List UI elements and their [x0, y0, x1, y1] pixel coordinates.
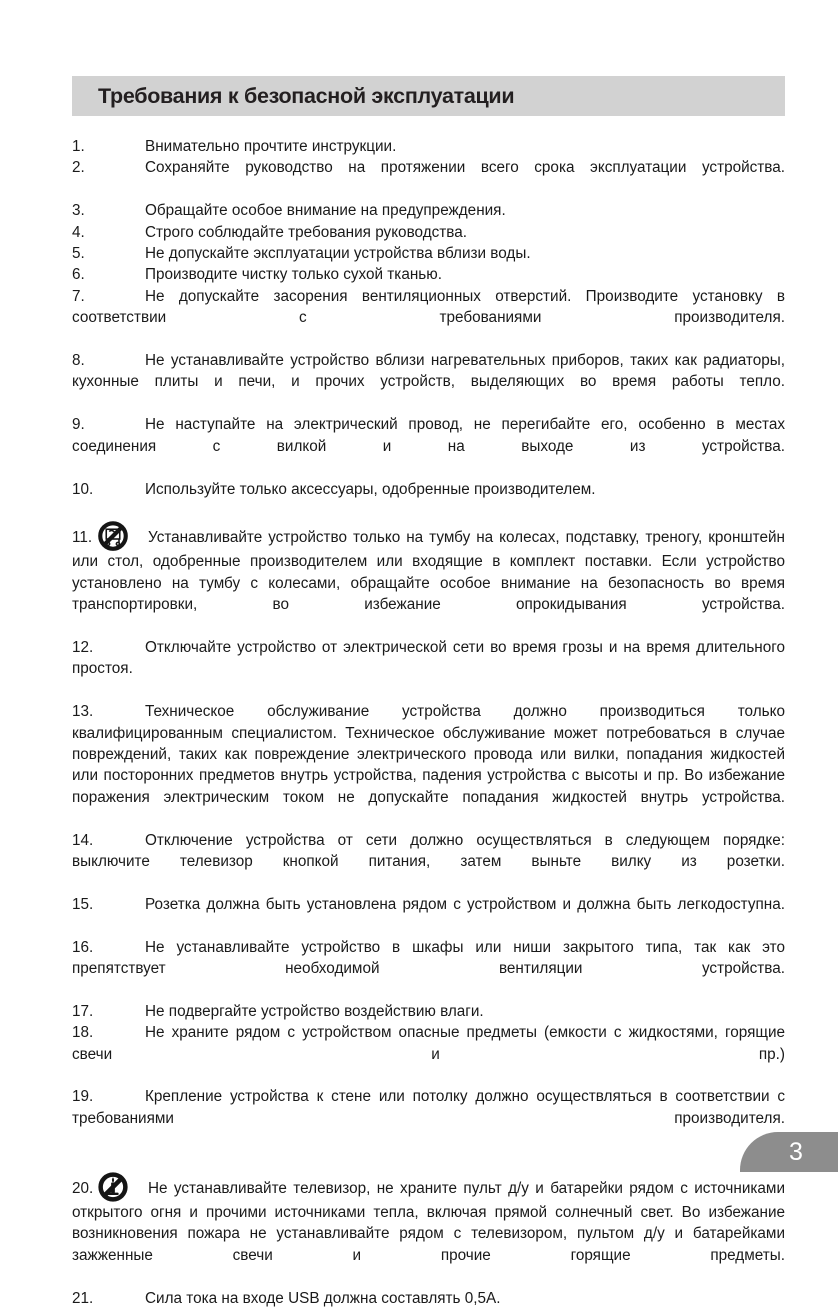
paragraph-spacer: [72, 500, 785, 521]
instruction-item: [72, 830, 785, 894]
instruction-item: [72, 894, 785, 937]
instruction-item: [72, 1001, 785, 1022]
instruction-text: Не храните рядом с устройством опасные предметы (емкости с жидкостями, горящие свечи и пр.): [72, 1024, 785, 1063]
instruction-text: Не устанавливайте устройство вблизи нагревательных приборов, таких как радиаторы, кухонные плиты и печи, и прочих устройств, выделяющих во время работы тепло.: [72, 352, 785, 391]
instruction-number: 16.: [72, 938, 94, 956]
page-number: 3: [789, 1137, 803, 1166]
instruction-item: [72, 937, 785, 1001]
instruction-number: 18.: [72, 1024, 94, 1042]
instruction-number: 3.: [72, 202, 85, 220]
instruction-text: Техническое обслуживание устройства должно производиться только квалифицированным специалистом. Техническое обслуживание может потребоваться в случае повреждений, таких как повреждение электрического провода или вилки, попадания жидкостей или посторонних предметов внутрь устройства, падения устройства с высоты и пр. Во избежание поражения электрическим током не допускайте попадания жидкостей внутрь устройства.: [72, 703, 785, 806]
instruction-number: 5.: [72, 245, 85, 263]
instruction-number: 7.: [72, 287, 85, 305]
instruction-number: 20.: [72, 1180, 94, 1198]
no-open-flame-icon: [98, 1172, 128, 1202]
instruction-text: Сохраняйте руководство на протяжении всего срока эксплуатации устройства.: [145, 159, 785, 177]
instruction-text: Отключение устройства от сети должно осуществляться в следующем порядке: выключите телевизор кнопкой питания, затем выньте вилку из розетки.: [72, 831, 785, 870]
instruction-text: Сила тока на входе USB должна составлять 0,5А.: [145, 1289, 501, 1307]
instruction-text: Крепление устройства к стене или потолку должно осуществляться в соответствии с требованиями производителя.: [72, 1088, 785, 1127]
instruction-number: 21.: [72, 1289, 94, 1307]
page-title: Требования к безопасной эксплуатации: [98, 83, 515, 108]
instruction-number: 17.: [72, 1002, 94, 1020]
instruction-text: Внимательно прочтите инструкции.: [145, 138, 397, 155]
instruction-item: [72, 157, 785, 200]
instruction-item: [72, 136, 785, 157]
instruction-item: [72, 264, 785, 285]
safety-instructions-list: [72, 136, 785, 1309]
instruction-item: [72, 286, 785, 350]
instruction-item: [72, 1172, 785, 1288]
instruction-item: [72, 1086, 785, 1150]
instruction-number: 6.: [72, 266, 85, 284]
instruction-text: Не устанавливайте телевизор, не храните пульт д/у и батарейки рядом с источниками открытого огня и прочими источниками тепла, включая прямой солнечный свет. Во избежание возникновения пожара не устанавливайте рядом с телевизором, пультом д/у и батарейками зажженные свечи и прочие горящие предметы.: [72, 1180, 785, 1264]
instruction-item: [72, 200, 785, 221]
instruction-text: Не подвергайте устройство воздействию влаги.: [145, 1002, 484, 1020]
instruction-text: Не устанавливайте устройство в шкафы или ниши закрытого типа, так как это препятствует необходимой вентиляции устройства.: [72, 938, 785, 978]
instruction-text: Строго соблюдайте требования руководства.: [145, 223, 467, 241]
instruction-item: [72, 637, 785, 701]
instruction-number: 4.: [72, 223, 85, 241]
paragraph-spacer: [72, 1151, 785, 1172]
instruction-number: 13.: [72, 703, 94, 721]
instruction-text: Отключайте устройство от электрической сети во время грозы и на время длительного простоя.: [72, 638, 785, 678]
instruction-item: [72, 479, 785, 500]
instruction-item: [72, 701, 785, 829]
instruction-item: [72, 243, 785, 264]
instruction-text: Обращайте особое внимание на предупреждения.: [145, 202, 506, 220]
instruction-number: 19.: [72, 1088, 94, 1106]
instruction-text: Не допускайте засорения вентиляционных отверстий. Производите установку в соответствии с требованиями производителя.: [72, 287, 785, 327]
instruction-text: Производите чистку только сухой тканью.: [145, 266, 442, 284]
instruction-number: 2.: [72, 159, 85, 177]
instruction-text: Используйте только аксессуары, одобренные производителем.: [145, 480, 596, 498]
instruction-item: [72, 1288, 785, 1309]
instruction-number: 14.: [72, 831, 94, 849]
instruction-text: Устанавливайте устройство только на тумбу на колесах, подставку, треногу, кронштейн или стол, одобренные производителем или входящие в комплект поставки. Если устройство установлено на тумбу с колесами, обращайте особое внимание на безопасность во время транспортировки, во избежание опрокидывания устройства.: [72, 529, 785, 614]
no-cart-tipping-icon: [98, 521, 128, 551]
instruction-item: [72, 521, 785, 637]
instruction-number: 10.: [72, 480, 94, 498]
instruction-text: Не наступайте на электрический провод, не перегибайте его, особенно в местах соединения с вилкой и на выходе из устройства.: [72, 416, 785, 455]
instruction-number: 12.: [72, 638, 94, 656]
instruction-item: [72, 350, 785, 414]
instruction-number: 8.: [72, 352, 85, 370]
instruction-number: 11.: [72, 529, 93, 547]
instruction-item: [72, 414, 785, 478]
section-header-band: [72, 76, 785, 116]
instruction-text: Не допускайте эксплуатации устройства вблизи воды.: [145, 245, 531, 263]
instruction-item: [72, 222, 785, 243]
instruction-number: 1.: [72, 138, 85, 155]
instruction-number: 9.: [72, 416, 85, 434]
instruction-text: Розетка должна быть установлена рядом с устройством и должна быть легкодоступна.: [145, 895, 785, 913]
instruction-item: [72, 1022, 785, 1086]
instruction-number: 15.: [72, 895, 94, 913]
